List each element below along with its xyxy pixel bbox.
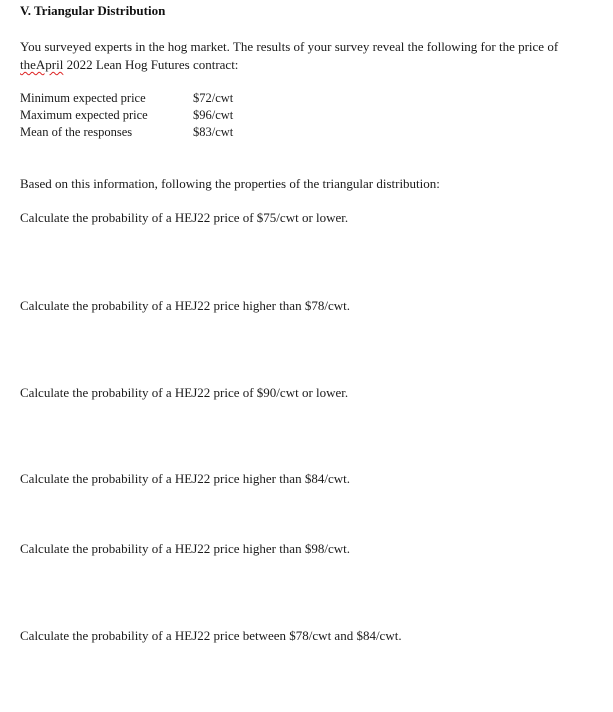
question-2: Calculate the probability of a HEJ22 price higher than $78/cwt. [20,298,350,313]
misspelled-word[interactable]: theApril [20,57,64,72]
parameter-label: Mean of the responses [20,125,133,139]
parameter-label: Maximum expected price [20,108,148,122]
intro-paragraph [20,38,600,74]
question-1: Calculate the probability of a HEJ22 price of $75/cwt or lower. [20,210,349,225]
section-heading: V. Triangular Distribution [20,3,166,18]
parameter-value: $83/cwt [193,125,234,139]
parameter-label: Minimum expected price [20,91,146,105]
question-3: Calculate the probability of a HEJ22 price of $90/cwt or lower. [20,385,349,400]
parameter-value: $72/cwt [193,91,234,105]
question-4: Calculate the probability of a HEJ22 price higher than $84/cwt. [20,471,350,486]
parameter-value: $96/cwt [193,108,234,122]
intro-line-1: You surveyed experts in the hog market. The results of your survey reveal the following for the price of [20,39,559,54]
question-5: Calculate the probability of a HEJ22 price higher than $98/cwt. [20,541,350,556]
instructions-text: Based on this information, following the properties of the triangular distribution: [20,176,440,191]
intro-line-2-rest: 2022 Lean Hog Futures contract: [63,57,239,72]
question-6: Calculate the probability of a HEJ22 price between $78/cwt and $84/cwt. [20,628,402,643]
